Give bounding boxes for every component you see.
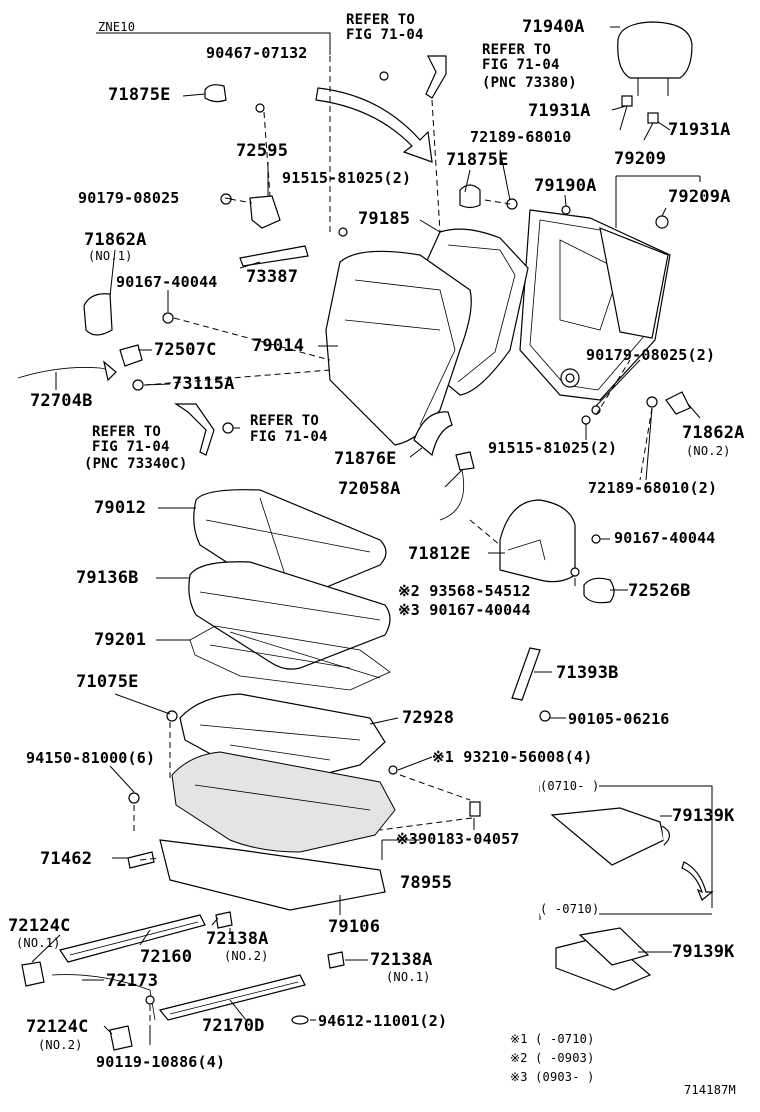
part-label-73115A[interactable]: 73115A	[172, 374, 235, 394]
part-label-79012[interactable]: 79012	[94, 498, 147, 518]
model-label: ZNE10	[98, 20, 136, 34]
footnote-2: ※2 ( -0903)	[510, 1051, 595, 1065]
part-label-79106[interactable]: 79106	[328, 917, 381, 937]
part-label-90167-40044-n3[interactable]: ※3 90167-40044	[398, 601, 531, 619]
part-label-72173[interactable]: 72173	[106, 971, 159, 991]
headrest-support-parts	[620, 96, 658, 140]
part-label-71812E[interactable]: 71812E	[408, 544, 471, 564]
refer-note-top-line2: FIG 71-04	[346, 27, 424, 43]
part-label-90167-40044-right[interactable]: 90167-40044	[614, 529, 716, 547]
part-label-94612-11001[interactable]: 94612-11001(2)	[318, 1012, 448, 1030]
refer-note-left-line1: REFER TO	[92, 424, 162, 440]
part-note-72124C-no1: (NO.1)	[16, 936, 61, 950]
part-note-72124C-no2: (NO.2)	[38, 1038, 83, 1052]
part-label-72526B[interactable]: 72526B	[628, 581, 691, 601]
drawing-id: 714187M	[684, 1083, 736, 1097]
part-label-72058A[interactable]: 72058A	[338, 479, 401, 499]
footnote-3: ※3 (0903- )	[510, 1070, 595, 1084]
part-label-90167-40044-left[interactable]: 90167-40044	[116, 273, 218, 291]
part-label-72595[interactable]: 72595	[236, 141, 289, 161]
part-note-71862A-no2: (NO.2)	[686, 444, 731, 458]
part-label-71875E-left[interactable]: 71875E	[108, 85, 171, 105]
part-label-72124C-no1[interactable]: 72124C	[8, 916, 71, 936]
refer-note-top2-line3: (PNC 73380)	[482, 75, 577, 91]
part-note-72138A-no1: (NO.1)	[386, 970, 431, 984]
part-label-90179-08025-right[interactable]: 90179-08025(2)	[586, 346, 716, 364]
part-label-71876E[interactable]: 71876E	[334, 449, 397, 469]
part-label-72124C-no2[interactable]: 72124C	[26, 1017, 89, 1037]
seat-pad-part	[189, 562, 390, 669]
part-note-71862A-no1: (NO.1)	[88, 249, 133, 263]
part-label-72138A-no2[interactable]: 72138A	[206, 929, 269, 949]
seat-base-part	[172, 752, 395, 852]
part-label-71875E-right[interactable]: 71875E	[446, 150, 509, 170]
part-label-79190A[interactable]: 79190A	[534, 176, 597, 196]
part-label-72704B[interactable]: 72704B	[30, 391, 93, 411]
part-label-90105-06216[interactable]: 90105-06216	[568, 710, 670, 728]
footnote-1: ※1 ( -0710)	[510, 1032, 595, 1046]
rod-part	[512, 648, 540, 700]
part-label-72507C[interactable]: 72507C	[154, 340, 217, 360]
part-label-79136B[interactable]: 79136B	[76, 568, 139, 588]
part-label-90183-04057[interactable]: ※390183-04057	[396, 830, 520, 848]
part-label-79014[interactable]: 79014	[252, 336, 305, 356]
part-label-91515-81025-top[interactable]: 91515-81025(2)	[282, 169, 412, 187]
part-label-94150-81000[interactable]: 94150-81000(6)	[26, 749, 156, 767]
part-label-71862A-no2[interactable]: 71862A	[682, 423, 745, 443]
part-label-72138A-no1[interactable]: 72138A	[370, 950, 433, 970]
part-label-90179-08025-left[interactable]: 90179-08025	[78, 189, 180, 207]
part-label-79201[interactable]: 79201	[94, 630, 147, 650]
part-label-71862A-no1[interactable]: 71862A	[84, 230, 147, 250]
part-label-71462[interactable]: 71462	[40, 849, 93, 869]
refer-note-left-line3: (PNC 73340C)	[84, 456, 188, 472]
part-label-93210-56008[interactable]: ※1 93210-56008(4)	[432, 748, 593, 766]
headrest-part	[618, 22, 692, 96]
part-label-72189-68010-right[interactable]: 72189-68010(2)	[588, 479, 718, 497]
part-label-79209A[interactable]: 79209A	[668, 187, 731, 207]
part-label-91515-81025-right[interactable]: 91515-81025(2)	[488, 439, 618, 457]
part-label-72170D[interactable]: 72170D	[202, 1016, 265, 1036]
part-label-71940A[interactable]: 71940A	[522, 17, 585, 37]
part-label-71075E[interactable]: 71075E	[76, 672, 139, 692]
range-79139K-b: ( -0710)	[540, 902, 600, 916]
knob-part	[584, 578, 614, 602]
part-label-71393B[interactable]: 71393B	[556, 663, 619, 683]
part-label-72928[interactable]: 72928	[402, 708, 455, 728]
part-label-72189-68010-top[interactable]: 72189-68010	[470, 128, 572, 146]
part-label-79139K-a[interactable]: 79139K	[672, 806, 735, 826]
part-label-79139K-b[interactable]: 79139K	[672, 942, 735, 962]
range-79139K-a: (0710- )	[540, 779, 600, 793]
part-note-72138A-no2: (NO.2)	[224, 949, 269, 963]
part-label-72160[interactable]: 72160	[140, 947, 193, 967]
refer-note-top2-line1: REFER TO	[482, 42, 552, 58]
part-label-93568-54512[interactable]: ※2 93568-54512	[398, 582, 531, 600]
refer-note-top-line1: REFER TO	[346, 12, 416, 28]
part-label-90467-07132[interactable]: 90467-07132	[206, 44, 308, 62]
direction-arrow	[316, 88, 432, 162]
refer-note-left-line2: FIG 71-04	[92, 439, 170, 455]
part-label-71931A-a[interactable]: 71931A	[528, 101, 591, 121]
refer-note-left2-line1: REFER TO	[250, 413, 320, 429]
part-label-90119-10886[interactable]: 90119-10886(4)	[96, 1053, 226, 1071]
refer-note-top2-line2: FIG 71-04	[482, 57, 560, 73]
part-label-73387[interactable]: 73387	[246, 267, 299, 287]
part-label-78955[interactable]: 78955	[400, 873, 453, 893]
refer-note-left2-line2: FIG 71-04	[250, 429, 328, 445]
part-label-79209[interactable]: 79209	[614, 149, 667, 169]
part-label-79185[interactable]: 79185	[358, 209, 411, 229]
part-label-71931A-b[interactable]: 71931A	[668, 120, 731, 140]
